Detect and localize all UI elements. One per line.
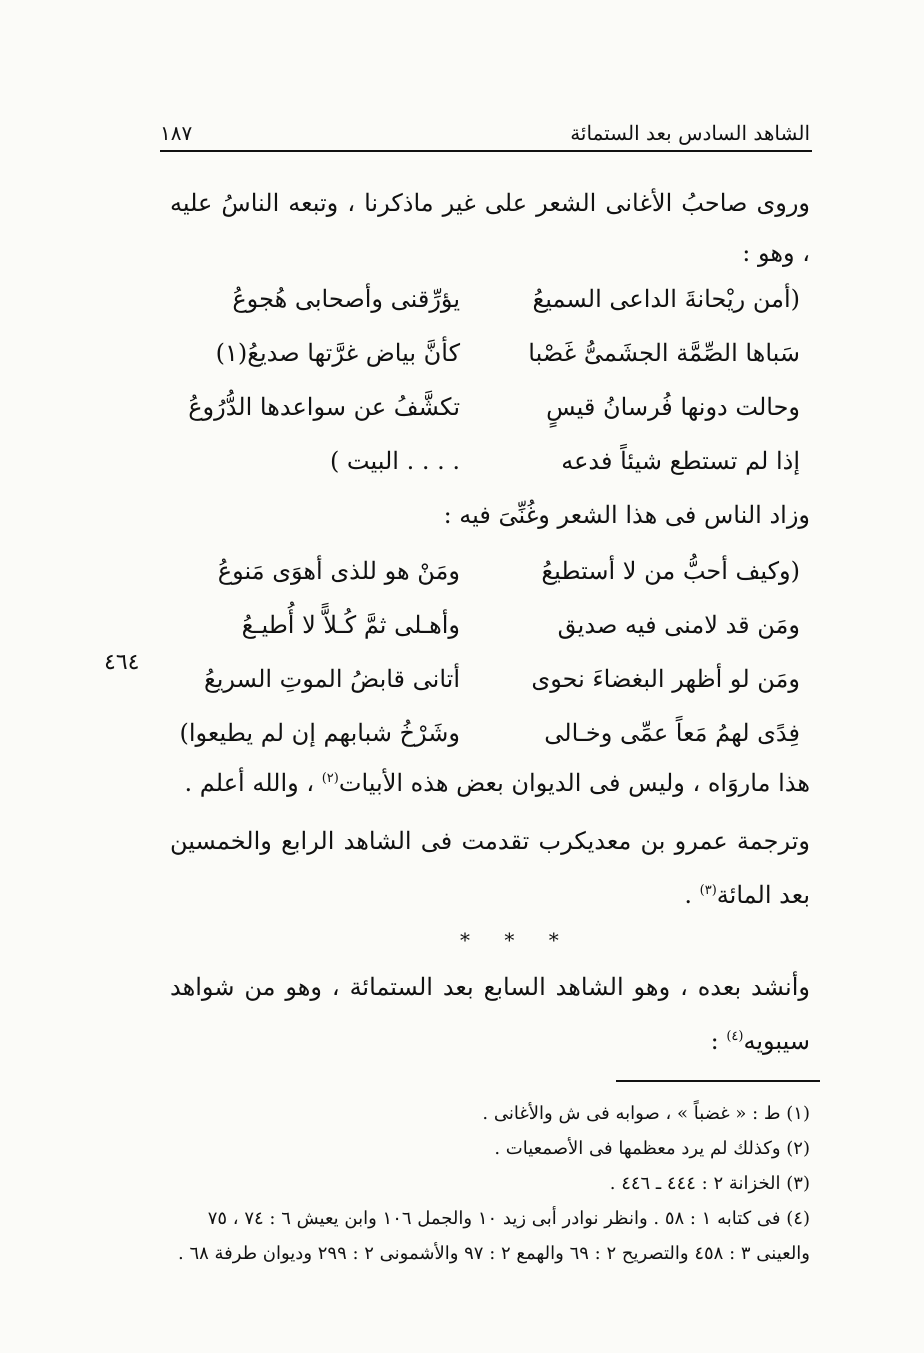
paragraph-biography <box>170 816 810 920</box>
hemistich-first: سَباها الصِّمَّة الجشَمىُّ غَصْبا <box>528 339 800 367</box>
hemistich-first: إذا لم تستطع شيئاً فدعه <box>561 447 800 475</box>
hemistich-second: ومَنْ هو للذى أهوَى مَنوعُ <box>217 557 460 585</box>
section-separator: * * * <box>460 928 573 952</box>
verse-line <box>170 326 810 380</box>
verse-line <box>170 706 810 760</box>
verse-line <box>170 434 810 488</box>
verse-line <box>170 544 810 598</box>
footnote: (١) ط : « غضباً » ، صوابه فى ش والأغانى . <box>482 1103 810 1124</box>
verse-line <box>170 652 810 706</box>
running-title: الشاهد السادس بعد الستمائة <box>570 121 810 145</box>
margin-page-number: ٤٦٤ <box>104 650 140 675</box>
hemistich-second: تكشَّفُ عن سواعدها الدُّرُوعُ <box>188 393 460 421</box>
hemistich-first: (أمن ريْحانةَ الداعى السميعُ <box>532 285 800 313</box>
page-number: ١٨٧ <box>160 121 193 145</box>
footnote-ref[interactable]: (٤) <box>726 1029 744 1044</box>
hemistich-second: وشَرْخُ شبابهم إن لم يطيعوا) <box>179 719 460 747</box>
poem-second <box>170 544 810 760</box>
page-header <box>160 115 810 145</box>
paragraph-next-witness <box>170 962 810 1066</box>
footnotes <box>170 1096 810 1271</box>
hemistich-first: وحالت دونها فُرسانُ قيسٍ <box>546 393 800 421</box>
paragraph-end: : <box>710 1027 727 1055</box>
hemistich-second: أتانى قابضُ الموتِ السريعُ <box>203 665 460 693</box>
paragraph-text: وترجمة عمرو بن معديكرب تقدمت فى الشاهد الرابع والخمسين بعد المائة <box>170 827 810 909</box>
footnote: (٢) وكذلك لم يرد معظمها فى الأصمعيات . <box>494 1138 810 1159</box>
hemistich-first: ومَن لو أظهر البغضاءَ نحوى <box>531 665 800 693</box>
paragraph-text: وأنشد بعده ، وهو الشاهد السابع بعد الستمائة ، وهو من شواهد سيبويه <box>170 973 810 1055</box>
poem-first <box>170 272 810 488</box>
footnote-ref[interactable]: (٣) <box>699 883 717 898</box>
hemistich-first: فِدًى لهمُ مَعاً عمِّى وخـالى <box>544 719 800 747</box>
paragraph-diwan-note <box>170 754 810 808</box>
hemistich-first: (وكيف أحبُّ من لا أستطيعُ <box>541 557 800 585</box>
hemistich-first: ومَن قد لامنى فيه صديق <box>557 611 800 639</box>
hemistich-second: كأنَّ بياض غرَّتها صديعُ(١) <box>215 339 460 367</box>
paragraph-end: ، والله أعلم . <box>184 769 322 797</box>
paragraph-end: . <box>684 881 700 909</box>
hemistich-second: . . . . البيت ) <box>329 447 460 475</box>
paragraph-addition: وزاد الناس فى هذا الشعر وغُنِّىَ فيه : <box>443 501 810 529</box>
paragraph-text: هذا ماروَاه ، وليس فى الديوان بعض هذه الأبيات <box>338 769 810 797</box>
hemistich-second: وأهـلى ثمَّ كُـلاًّ لا أُطيـعُ <box>241 611 460 639</box>
paragraph-intro: وروى صاحبُ الأغانى الشعر على غير ماذكرنا ، وتبعه الناسُ عليه ، وهو : <box>170 189 810 267</box>
verse-line <box>170 272 810 326</box>
verse-line <box>170 598 810 652</box>
header-rule <box>160 150 812 152</box>
footnote: (٣) الخزانة ٢ : ٤٤٤ ـ ٤٤٦ . <box>609 1173 810 1194</box>
footnote: (٤) فى كتابه ١ : ٥٨ . وانظر نوادر أبى زيد ١٠ والجمل ١٠٦ وابن يعيش ٦ : ٧٤ ، ٧٥ والعينى ٣ : ٤٥٨ والتصريح ٢ : ٦٩ والهمع ٢ : ٩٧ والأشمونى ٢ : ٢٩٩ وديوان طرفة ٦٨ . <box>178 1208 810 1264</box>
verse-line <box>170 380 810 434</box>
footnote-rule <box>616 1080 820 1082</box>
hemistich-second: يؤرِّقنى وأصحابى هُجوعُ <box>232 285 460 313</box>
footnote-ref[interactable]: (٢) <box>321 771 339 786</box>
